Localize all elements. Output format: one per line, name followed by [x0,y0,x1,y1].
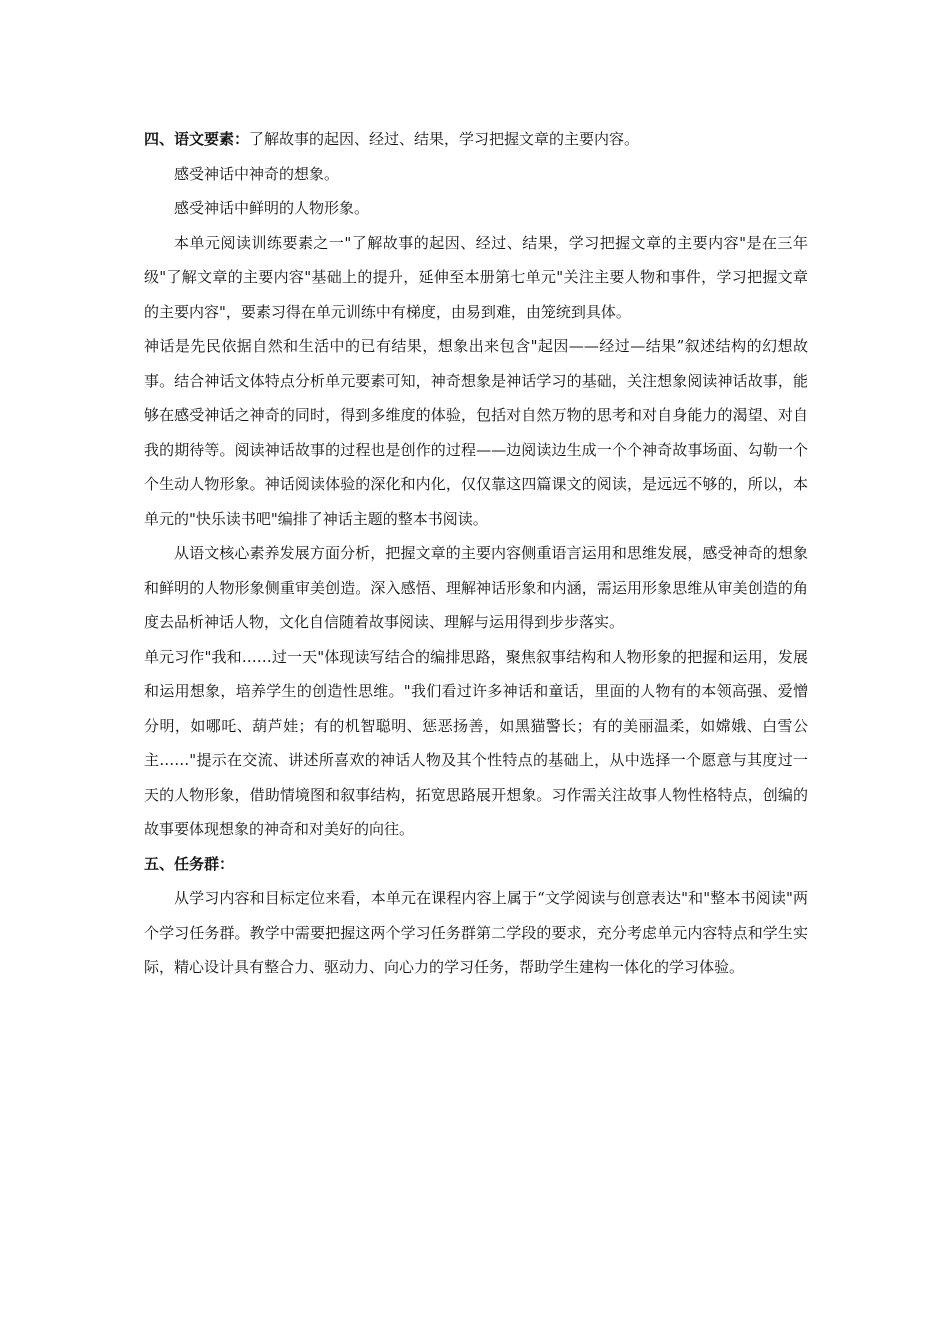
document-page [144,122,808,985]
section-4-heading: 四、语文要素： [144,130,250,148]
section-4-point-characters: 感受神话中鲜明的人物形象。 [174,199,370,217]
section-4-paragraph-2: 神话是先民依据自然和生活中的已有结果，想象出来包含"起因——经过—结果”叙述结构的幻想故事。结合神话文体特点分析单元要素可知，神奇想象是神话学习的基础，关注想象阅读神话故事，能够在感受神话之神奇的同时，得到多维度的体验，包括对自然万物的思考和对自身能力的渴望、对自我的期待等。阅读神话故事的过程也是创作的过程——边阅读边生成一个个神奇故事场面、勾勒一个个生动人物形象。神话阅读体验的深化和内化，仅仅靠这四篇课文的阅读，是远远不够的，所以，本单元的"快乐读书吧"编排了神话主题的整本书阅读。 [144,337,808,528]
section-4-paragraph-1: 本单元阅读训练要素之一"了解故事的起因、经过、结果，学习把握文章的主要内容"是在三年级"了解文章的主要内容"基础上的提升，延伸至本册第七单元"关注主要人物和事件，学习把握文章的主要内容"，要素习得在单元训练中有梯度，由易到难，由笼统到具体。 [144,233,808,321]
section-5-heading: 五、任务群： [144,854,235,873]
section-5-paragraph-1: 从学习内容和目标定位来看，本单元在课程内容上属于“文学阅读与创意表达"和"整本书阅读"两个学习任务群。教学中需要把握这两个学习任务群第二学段的要求，充分考虑单元内容特点和学生实际，精心设计具有整合力、驱动力、向心力的学习任务，帮助学生建构一体化的学习体验。 [144,889,808,976]
section-4-heading-line [144,122,808,157]
section-4-paragraph-3: 从语文核心素养发展方面分析，把握文章的主要内容侧重语言运用和思维发展，感受神奇的想象和鲜明的人物形象侧重审美创造。深入感悟、理解神话形象和内涵，需运用形象思维从审美创造的角度去品析神话人物，文化自信随着故事阅读、理解与运用得到步步落实。 [144,544,808,631]
section-4-heading-text: 了解故事的起因、经过、结果，学习把握文章的主要内容。 [249,130,640,148]
section-4-paragraph-4: 单元习作"我和……过一天"体现读写结合的编排思路，聚焦叙事结构和人物形象的把握和运用，发展和运用想象，培养学生的创造性思维。"我们看过许多神话和童话，里面的人物有的本领高强、爱憎分明，如哪吒、葫芦娃；有的机智聪明、惩恶扬善，如黑猫警长；有的美丽温柔，如嫦娥、白雪公主……"提示在交流、讲述所喜欢的神话人物及其个性特点的基础上，从中选择一个愿意与其度过一天的人物形象，借助情境图和叙事结构，拓宽思路展开想象。习作需关注故事人物性格特点，创编的故事要体现想象的神奇和对美好的向往。 [144,647,808,838]
section-4-point-imagination: 感受神话中神奇的想象。 [174,164,340,183]
